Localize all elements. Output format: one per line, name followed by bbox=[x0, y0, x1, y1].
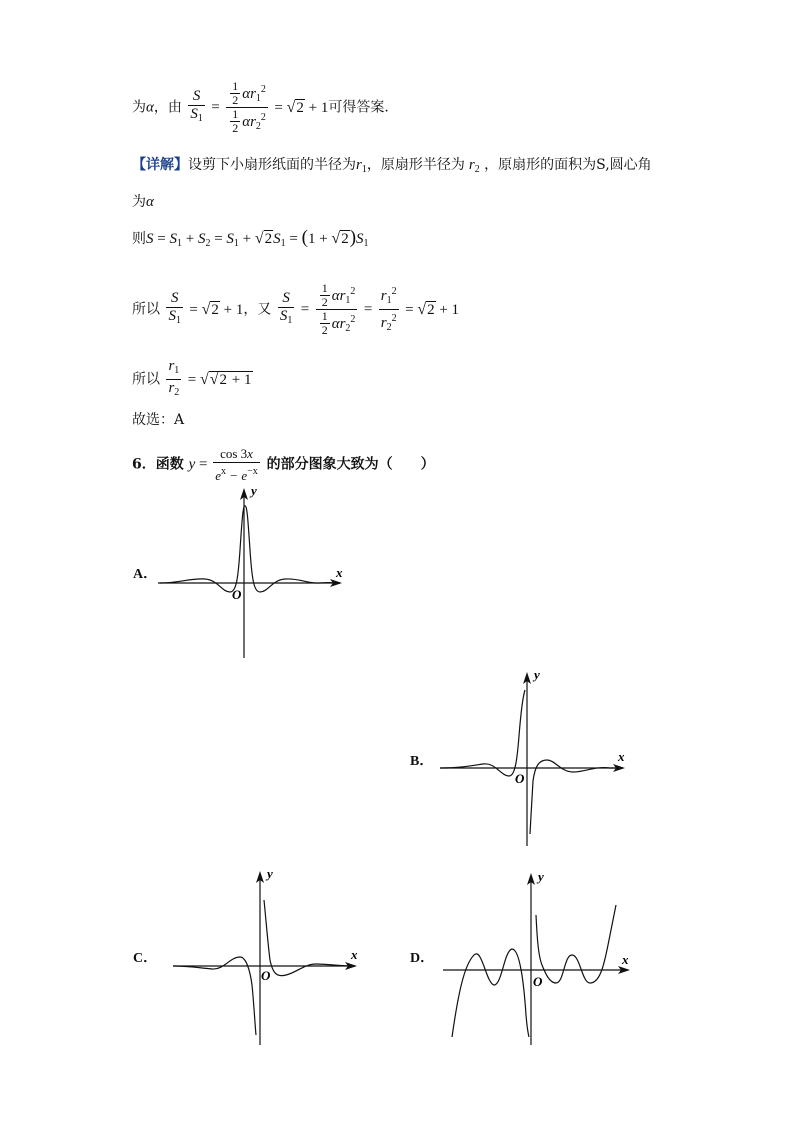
graph-option-b bbox=[435, 666, 635, 851]
axis-x-label-d: x bbox=[622, 952, 629, 967]
origin-label-c: O bbox=[261, 968, 271, 983]
graph-option-d bbox=[440, 865, 640, 1050]
option-d-label: D． bbox=[410, 951, 435, 966]
origin-label-d: O bbox=[533, 974, 543, 989]
line-conclusion: 为α，由 $\frac{S}{S_1}$ = $\frac{1}{2}$ $\alpha r_1^2$ $\frac{1}{2}$ $\alpha r_2^2$ = √2 + 1可得答案. bbox=[132, 79, 389, 135]
line-alpha: 为α bbox=[132, 194, 154, 210]
option-b-label: B． bbox=[410, 754, 434, 769]
answer-line: 故选：A bbox=[132, 412, 185, 428]
alpha-symbol: α bbox=[146, 99, 154, 116]
text-prefix: 为 bbox=[132, 99, 146, 116]
fraction-s-over-s1: $\frac{S}{S_1}$ bbox=[190, 88, 203, 124]
question-6: 6．函数 y = $\frac{\cos 3x}{e^x - e^{-x}}$ 的部分图象大致为（ ） bbox=[132, 446, 435, 483]
axis-y-label-d: y bbox=[538, 869, 544, 884]
axis-x-label-c: x bbox=[351, 947, 358, 962]
text-tail: 可得答案. bbox=[328, 99, 389, 116]
graph-option-c bbox=[170, 865, 370, 1050]
axis-y-label-a: y bbox=[251, 483, 257, 498]
text-you: ，由 bbox=[153, 99, 182, 116]
axis-x-label-b: x bbox=[618, 749, 625, 764]
detail-label: 详解 bbox=[146, 157, 174, 173]
graph-option-a bbox=[150, 480, 350, 665]
option-a-label: A． bbox=[133, 567, 158, 582]
fraction-area-ratio: $\frac{1}{2}$ $\alpha r_1^2$ $\frac{1}{2}$ $\alpha r_2^2$ bbox=[226, 80, 268, 135]
line-detail: 【详解】设剪下小扇形纸面的半径为$r_1$，原扇形半径为 $r_2$ ，原扇形的面积为S,圆心角 bbox=[132, 157, 652, 175]
axis-y-label-b: y bbox=[534, 667, 540, 682]
detail-text: 设剪下小扇形纸面的半径为 bbox=[188, 157, 356, 173]
line-sum: 则$S = S_1 + S_2 = S_1 + √2S_1 = (1 + √2)S_1$ bbox=[132, 227, 369, 249]
origin-label-b: O bbox=[515, 771, 525, 786]
axis-y-label-c: y bbox=[267, 866, 273, 881]
origin-label-a: O bbox=[232, 587, 242, 602]
axis-x-label-a: x bbox=[336, 565, 343, 580]
line-result: 所以 $\frac{r_1}{r_2}$ = √√2 + 1 bbox=[132, 358, 252, 398]
option-c-label: C． bbox=[133, 951, 158, 966]
line-ratio: 所以 $\frac{S}{S_1}$ = √2 + 1，又 $\frac{S}{S_1}$ = $\frac{1}{2}$ $\alpha r_1^2$ $\frac{1}{2}$ $\alpha r_2^2$ = $\frac{r_1^2}{r_2^2}$ = √2 + 1 bbox=[132, 281, 460, 337]
